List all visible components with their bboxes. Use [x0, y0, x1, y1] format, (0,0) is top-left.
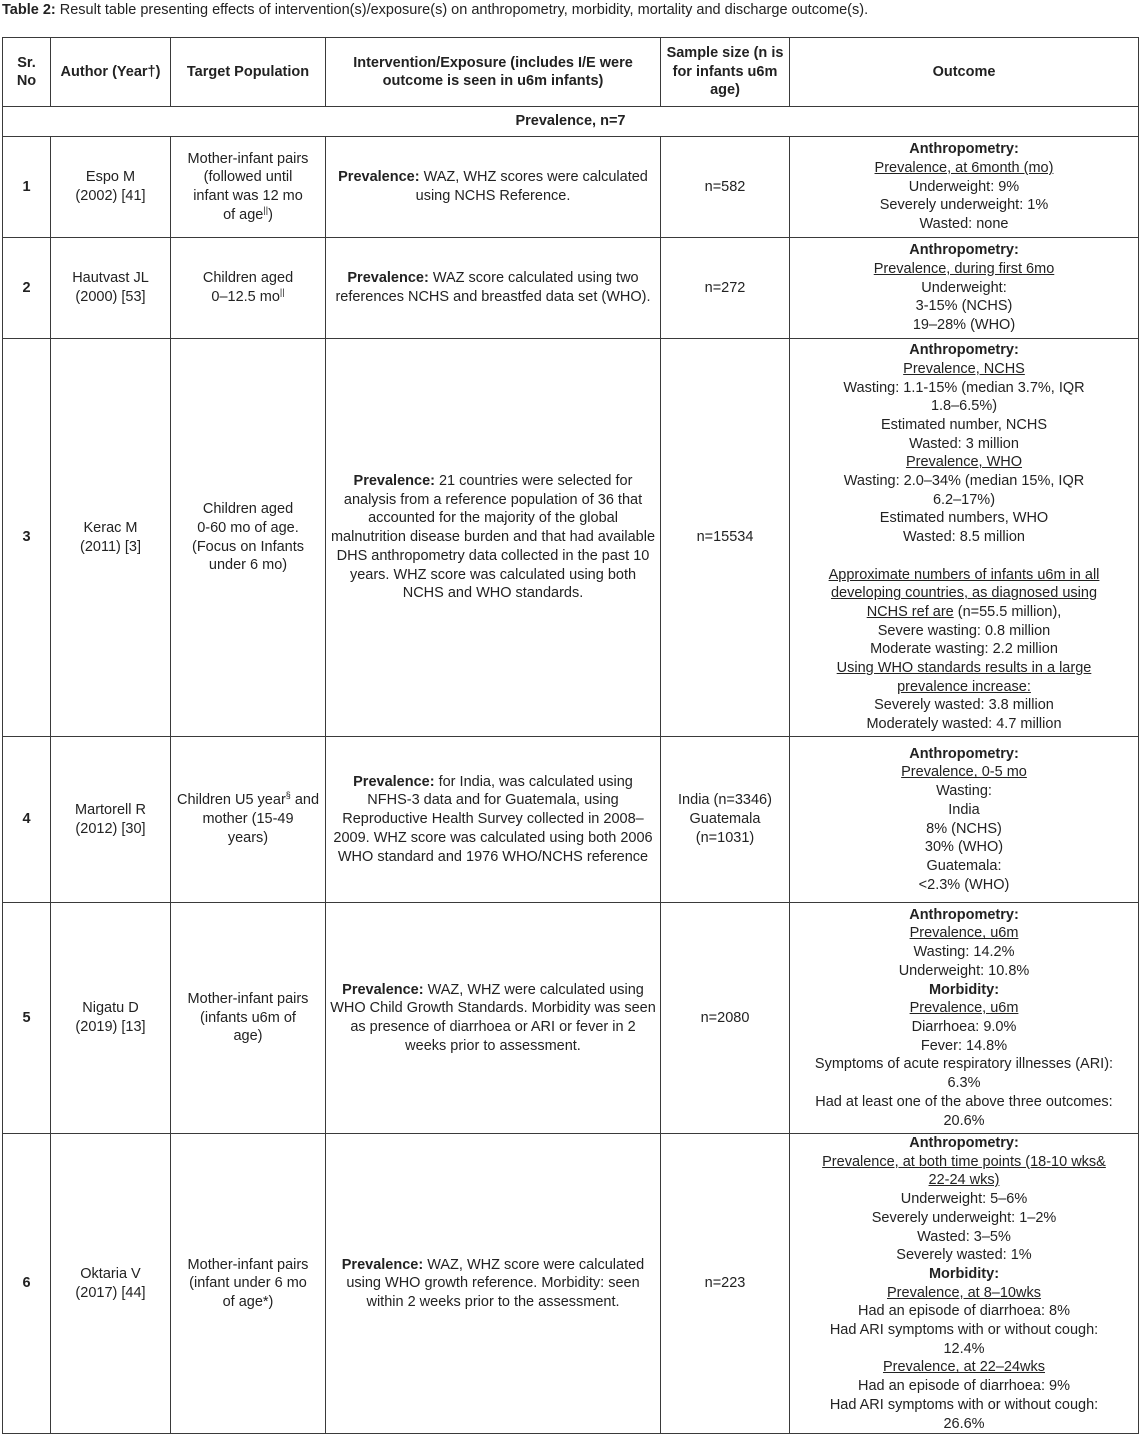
- outcome-text: Underweight:: [921, 279, 1007, 296]
- outcome-line: [793, 528, 1135, 547]
- outcome-text: Estimated numbers, WHO: [879, 510, 1049, 527]
- intervention-cell: [326, 339, 661, 737]
- outcome-line: [793, 924, 1135, 943]
- outcome-line: [793, 1093, 1135, 1112]
- outcome-text: 1.8–6.5%): [930, 398, 998, 415]
- outcome-line: [793, 1112, 1135, 1131]
- outcome-line: [793, 140, 1135, 159]
- outcome-line: [793, 1153, 1135, 1172]
- outcome-line: [793, 1284, 1135, 1303]
- outcome-line: [793, 678, 1135, 697]
- intervention-label: Prevalence:: [353, 473, 435, 490]
- header-row: [3, 38, 1139, 107]
- sample-size-line: n=223: [704, 1275, 746, 1292]
- target-population-cell: [171, 737, 326, 903]
- outcome-heading: Morbidity:: [928, 981, 1000, 998]
- sample-size-cell: [661, 339, 790, 737]
- sample-size-cell: [661, 238, 790, 339]
- author-cell: [51, 137, 171, 238]
- outcome-cell: [790, 737, 1139, 903]
- author-line: Espo M: [85, 169, 136, 186]
- sample-size-line: n=582: [704, 178, 746, 195]
- author-line: Martorell R: [75, 801, 146, 818]
- outcome-line: [793, 603, 1135, 622]
- outcome-line: [793, 416, 1135, 435]
- outcome-text: (n=55.5 million),: [953, 603, 1062, 620]
- header-intervention: Intervention/Exposure (includes I/E were outcome is seen in u6m infants): [326, 38, 661, 107]
- outcome-line: [793, 999, 1135, 1018]
- outcome-cell: [790, 1134, 1139, 1434]
- target-line: Mother-infant pairs: [187, 990, 309, 1007]
- intervention-text: 21 countries were selected for analysis from a reference population of 36 that accounted for the majority of the global malnutrition disease burden and that had available DHS anthropometry data collected in the past 10 years. WHZ score was calculated using both NCHS and WHO standards.: [330, 473, 656, 602]
- target-line: of age*): [222, 1293, 274, 1310]
- header-sample-size: Sample size (n is for infants u6m age): [661, 38, 790, 107]
- author-line: Kerac M: [83, 519, 138, 536]
- row-number: 6: [3, 1134, 51, 1434]
- table-row: [3, 1134, 1139, 1434]
- outcome-text: 12.4%: [943, 1340, 985, 1357]
- target-line: years): [227, 829, 269, 846]
- outcome-line: [793, 1055, 1135, 1074]
- row-number: 3: [3, 339, 51, 737]
- outcome-line: [793, 547, 1135, 566]
- target-line: ): [268, 206, 273, 223]
- outcome-text: Severely underweight: 1–2%: [871, 1209, 1057, 1226]
- sample-size-cell: [661, 1134, 790, 1434]
- target-line: Mother-infant pairs: [187, 1256, 309, 1273]
- target-line: and mother (15-49: [202, 792, 320, 828]
- outcome-line: [793, 435, 1135, 454]
- outcome-line: [793, 622, 1135, 641]
- intervention-text: for India, was calculated using NFHS-3 data and for Guatemala, using Reproductive Health Survey collected in 2008–2009. WHZ score was calculated using both 2006 WHO standard and 1976 WHO/NCHS reference: [333, 773, 653, 865]
- outcome-line: [793, 1265, 1135, 1284]
- outcome-line: [793, 360, 1135, 379]
- target-population-cell: [171, 137, 326, 238]
- outcome-text: Moderate wasting: 2.2 million: [870, 641, 1058, 658]
- outcome-subheading: Using WHO standards results in a large: [836, 660, 1092, 677]
- intervention-text: WAZ, WHZ were calculated using WHO Child Growth Standards. Morbidity was seen as presence of diarrhoea or ARI or fever in 2 weeks prior to assessment.: [330, 981, 656, 1054]
- outcome-line: [793, 801, 1135, 820]
- outcome-line: [793, 260, 1135, 279]
- outcome-text: Had at least one of the above three outcomes:: [815, 1093, 1113, 1110]
- outcome-line: [793, 943, 1135, 962]
- author-line: (2019) [13]: [75, 1019, 146, 1035]
- row-number: 5: [3, 903, 51, 1134]
- outcome-line: [793, 215, 1135, 234]
- outcome-line: [793, 241, 1135, 260]
- header-author: Author (Year†): [51, 38, 171, 107]
- outcome-line: [793, 1396, 1135, 1415]
- outcome-line: [793, 1209, 1135, 1228]
- outcome-line: [793, 659, 1135, 678]
- caption-text: Result table presenting effects of intervention(s)/exposure(s) on anthropometry, morbidity, mortality and discharge outcome(s).: [55, 2, 869, 18]
- outcome-line: [793, 1302, 1135, 1321]
- outcome-text: Fever: 14.8%: [920, 1037, 1008, 1054]
- outcome-text: India: [948, 801, 980, 818]
- sample-size-line: India (n=3346): [678, 792, 772, 809]
- outcome-text: Moderately wasted: 4.7 million: [866, 716, 1062, 733]
- outcome-cell: [790, 903, 1139, 1134]
- outcome-text: Wasting: 14.2%: [913, 944, 1015, 961]
- outcome-text: Severely wasted: 1%: [896, 1247, 1032, 1264]
- sample-size-cell: [661, 737, 790, 903]
- author-line: Oktaria V: [80, 1265, 141, 1282]
- outcome-subheading: Prevalence, at 8–10wks: [887, 1284, 1041, 1301]
- outcome-line: [793, 491, 1135, 510]
- outcome-line: [793, 1246, 1135, 1265]
- outcome-line: [793, 1340, 1135, 1359]
- outcome-line: [793, 472, 1135, 491]
- outcome-line: [793, 397, 1135, 416]
- outcome-text: Wasted: 8.5 million: [903, 529, 1025, 546]
- outcome-line: [793, 279, 1135, 298]
- intervention-cell: [326, 903, 661, 1134]
- outcome-line: [793, 1134, 1135, 1153]
- row-number: 4: [3, 737, 51, 903]
- outcome-subheading: Prevalence, at both time points (18-10 wks&: [822, 1153, 1106, 1170]
- outcome-heading: Morbidity:: [928, 1265, 1000, 1282]
- outcome-text: 30% (WHO): [924, 839, 1004, 856]
- footnote-marker: §: [285, 790, 291, 801]
- outcome-line: [793, 1190, 1135, 1209]
- sample-size-line: n=15534: [696, 529, 754, 546]
- outcome-subheading: Prevalence, NCHS: [903, 360, 1025, 377]
- outcome-line: [793, 178, 1135, 197]
- outcome-text: Had an episode of diarrhoea: 9%: [857, 1378, 1070, 1395]
- sample-size-line: n=272: [704, 279, 746, 296]
- outcome-text: Symptoms of acute respiratory illnesses (ARI):: [814, 1056, 1114, 1073]
- outcome-text: Severely wasted: 3.8 million: [874, 697, 1054, 714]
- outcome-subheading: Prevalence, at 22–24wks: [882, 1359, 1045, 1376]
- outcome-text: Underweight: 5–6%: [900, 1191, 1028, 1208]
- target-population-cell: [171, 238, 326, 339]
- author-line: (2002) [41]: [75, 188, 146, 204]
- intervention-cell: [326, 737, 661, 903]
- header-outcome: Outcome: [790, 38, 1139, 107]
- outcome-line: [793, 782, 1135, 801]
- outcome-line: [793, 715, 1135, 734]
- outcome-text: Wasted: none: [919, 216, 1009, 233]
- outcome-text: Wasting: 2.0–34% (median 15%, IQR: [843, 473, 1085, 490]
- outcome-line: [793, 838, 1135, 857]
- outcome-subheading: Prevalence, u6m: [909, 1000, 1019, 1017]
- outcome-subheading: prevalence increase:: [897, 678, 1031, 695]
- outcome-line: [793, 696, 1135, 715]
- outcome-text: Wasting: 1.1-15% (median 3.7%, IQR: [843, 379, 1085, 396]
- result-table: [2, 37, 1139, 1434]
- outcome-text: 3-15% (NCHS): [915, 298, 1013, 315]
- outcome-line: [793, 1018, 1135, 1037]
- intervention-label: Prevalence:: [353, 773, 435, 790]
- outcome-line: [793, 509, 1135, 528]
- footnote-marker: ||: [279, 287, 285, 298]
- outcome-subheading: developing countries, as diagnosed using: [830, 585, 1098, 602]
- sample-size-cell: [661, 903, 790, 1134]
- outcome-text: Severe wasting: 0.8 million: [877, 622, 1051, 639]
- target-line: 0-60 mo of age.: [197, 519, 299, 536]
- table-caption: [2, 2, 868, 19]
- outcome-heading: Anthropometry:: [909, 342, 1019, 359]
- intervention-text: WAZ score calculated using two references NCHS and breastfed data set (WHO).: [335, 270, 651, 305]
- outcome-text: 6.2–17%): [932, 491, 996, 508]
- outcome-line: [793, 640, 1135, 659]
- outcome-line: [793, 906, 1135, 925]
- outcome-text: Had ARI symptoms with or without cough:: [829, 1396, 1099, 1413]
- outcome-text: Severely underweight: 1%: [879, 197, 1049, 214]
- outcome-subheading: Prevalence, during first 6mo: [873, 260, 1055, 277]
- outcome-line: [793, 1074, 1135, 1093]
- target-line: of age: [223, 206, 264, 223]
- outcome-text: Estimated number, NCHS: [880, 416, 1047, 433]
- outcome-text: Had ARI symptoms with or without cough:: [829, 1322, 1099, 1339]
- outcome-line: [793, 1037, 1135, 1056]
- outcome-cell: [790, 339, 1139, 737]
- intervention-cell: [326, 137, 661, 238]
- table-row: [3, 737, 1139, 903]
- author-cell: [51, 238, 171, 339]
- author-line: (2012) [30]: [75, 820, 146, 837]
- outcome-text: Guatemala:: [926, 857, 1002, 874]
- author-cell: [51, 339, 171, 737]
- target-line: (infants u6m of: [200, 1009, 296, 1026]
- outcome-text: 19–28% (WHO): [912, 317, 1016, 334]
- outcome-line: [793, 820, 1135, 839]
- intervention-label: Prevalence:: [338, 169, 420, 186]
- target-line: under 6 mo): [208, 557, 288, 574]
- outcome-line: [793, 1228, 1135, 1247]
- target-line: age): [233, 1028, 263, 1045]
- outcome-line: [793, 763, 1135, 782]
- intervention-label: Prevalence:: [347, 270, 429, 287]
- outcome-text: Wasting:: [936, 783, 992, 800]
- outcome-subheading: Prevalence, at 6month (mo): [874, 159, 1054, 176]
- caption-label: Table 2:: [2, 2, 56, 18]
- outcome-line: [793, 584, 1135, 603]
- section-title: Prevalence, n=7: [3, 107, 1139, 137]
- intervention-label: Prevalence:: [341, 1256, 424, 1273]
- table-row: [3, 137, 1139, 238]
- outcome-line: [793, 453, 1135, 472]
- author-line: Hautvast JL: [72, 270, 149, 287]
- outcome-heading: Anthropometry:: [909, 906, 1019, 923]
- section-row: [3, 107, 1139, 137]
- header-srno: Sr. No: [3, 38, 51, 107]
- intervention-cell: [326, 1134, 661, 1434]
- author-line: (2017) [44]: [75, 1284, 146, 1301]
- outcome-text: Had an episode of diarrhoea: 8%: [857, 1303, 1070, 1320]
- outcome-line: [793, 297, 1135, 316]
- footnote-marker: ||: [263, 204, 269, 215]
- target-population-cell: [171, 903, 326, 1134]
- target-population-cell: [171, 339, 326, 737]
- outcome-line: [793, 1377, 1135, 1396]
- outcome-heading: Anthropometry:: [909, 242, 1019, 259]
- row-number: 2: [3, 238, 51, 339]
- sample-size-cell: [661, 137, 790, 238]
- author-cell: [51, 1134, 171, 1434]
- target-line: Mother-infant pairs: [187, 150, 309, 167]
- outcome-line: [793, 1415, 1135, 1434]
- outcome-line: [793, 159, 1135, 178]
- outcome-text: Wasted: 3–5%: [917, 1228, 1011, 1245]
- intervention-label: Prevalence:: [342, 981, 424, 998]
- outcome-line: [793, 566, 1135, 585]
- outcome-line: [793, 1321, 1135, 1340]
- outcome-subheading: Prevalence, u6m: [909, 925, 1019, 942]
- target-line: (infant under 6 mo: [189, 1275, 307, 1292]
- outcome-subheading: Prevalence, 0-5 mo: [901, 764, 1027, 781]
- outcome-line: [793, 857, 1135, 876]
- outcome-subheading: NCHS ref are: [866, 603, 954, 620]
- target-population-cell: [171, 1134, 326, 1434]
- outcome-text: 8% (NCHS): [926, 820, 1002, 837]
- outcome-heading: Anthropometry:: [909, 141, 1019, 158]
- outcome-text: Diarrhoea: 9.0%: [911, 1019, 1017, 1035]
- outcome-heading: Anthropometry:: [909, 745, 1019, 762]
- outcome-line: [793, 1171, 1135, 1190]
- target-line: 0–12.5 mo: [211, 289, 280, 305]
- outcome-line: [793, 196, 1135, 215]
- outcome-text: 20.6%: [943, 1112, 985, 1129]
- target-line: (Focus on Infants: [191, 538, 305, 555]
- row-number: 1: [3, 137, 51, 238]
- outcome-cell: [790, 238, 1139, 339]
- author-cell: [51, 903, 171, 1134]
- outcome-text: Wasted: 3 million: [909, 435, 1019, 452]
- outcome-text: Underweight: 10.8%: [898, 962, 1030, 979]
- outcome-line: [793, 316, 1135, 335]
- outcome-line: [793, 981, 1135, 1000]
- outcome-subheading: Approximate numbers of infants u6m in all: [828, 566, 1100, 583]
- table-row: [3, 238, 1139, 339]
- sample-size-line: Guatemala: [689, 811, 761, 828]
- author-line: Nigatu D: [82, 1000, 139, 1017]
- outcome-text: 6.3%: [947, 1075, 981, 1092]
- outcome-heading: Anthropometry:: [909, 1135, 1019, 1151]
- target-line: Children aged: [202, 270, 294, 287]
- intervention-cell: [326, 238, 661, 339]
- intervention-text: WAZ, WHZ scores were calculated using NCHS Reference.: [415, 169, 648, 204]
- outcome-cell: [790, 137, 1139, 238]
- outcome-text: 26.6%: [943, 1415, 985, 1432]
- outcome-line: [793, 745, 1135, 764]
- author-cell: [51, 737, 171, 903]
- target-line: Children U5 year: [176, 792, 286, 809]
- target-line: Children aged: [202, 501, 294, 518]
- header-target-population: Target Population: [171, 38, 326, 107]
- sample-size-line: (n=1031): [695, 829, 755, 846]
- sample-size-line: n=2080: [700, 1009, 750, 1026]
- target-line: infant was 12 mo: [193, 188, 303, 204]
- outcome-text: Underweight: 9%: [908, 178, 1020, 195]
- author-line: (2011) [3]: [80, 538, 141, 555]
- outcome-line: [793, 876, 1135, 895]
- outcome-subheading: Prevalence, WHO: [905, 454, 1023, 471]
- table-row: [3, 339, 1139, 737]
- outcome-line: [793, 341, 1135, 360]
- outcome-line: [793, 962, 1135, 981]
- target-line: (followed until: [203, 169, 293, 186]
- outcome-line: [793, 1358, 1135, 1377]
- table-row: [3, 903, 1139, 1134]
- outcome-subheading: 22-24 wks): [928, 1172, 1000, 1189]
- author-line: (2000) [53]: [75, 289, 146, 305]
- outcome-text: <2.3% (WHO): [918, 876, 1010, 893]
- outcome-line: [793, 379, 1135, 398]
- intervention-text: WAZ, WHZ score were calculated using WHO growth reference. Morbidity: seen within 2 weeks prior to the assessment.: [346, 1256, 645, 1310]
